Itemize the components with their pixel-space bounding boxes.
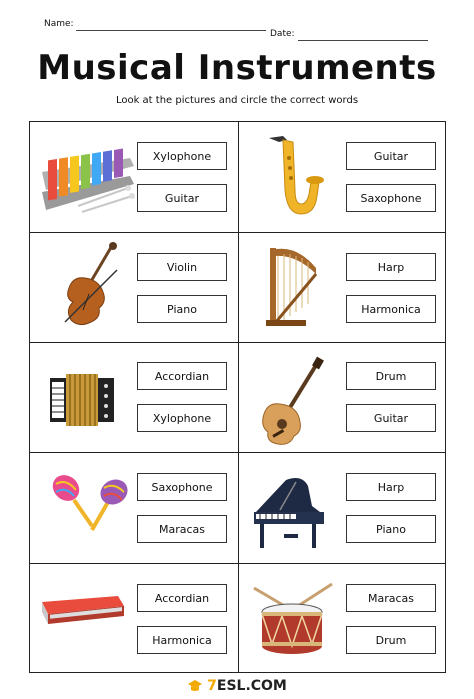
option-saxophone[interactable]: Saxophone (137, 473, 227, 501)
option-piano[interactable]: Piano (346, 515, 436, 543)
row-divider (30, 342, 445, 343)
option-harp[interactable]: Harp (346, 473, 436, 501)
footer (0, 678, 474, 697)
name-line[interactable] (76, 30, 266, 31)
option-guitar[interactable]: Guitar (346, 404, 436, 432)
option-saxophone[interactable]: Saxophone (346, 184, 436, 212)
instrument-grid (29, 121, 446, 673)
row-divider (30, 232, 445, 233)
maracas-icon (48, 470, 132, 542)
graduation-cap-icon (187, 679, 203, 693)
option-violin[interactable]: Violin (137, 253, 227, 281)
option-xylophone[interactable]: Xylophone (137, 404, 227, 432)
xylophone-icon (38, 144, 138, 214)
option-maracas[interactable]: Maracas (346, 584, 436, 612)
date-line[interactable] (298, 40, 428, 41)
accordion-icon (48, 370, 118, 430)
option-piano[interactable]: Piano (137, 295, 227, 323)
option-drum[interactable]: Drum (346, 626, 436, 654)
column-divider (238, 122, 239, 672)
option-maracas[interactable]: Maracas (137, 515, 227, 543)
option-accordian[interactable]: Accordian (137, 584, 227, 612)
option-accordian[interactable]: Accordian (137, 362, 227, 390)
row-divider (30, 563, 445, 564)
page-title: Musical Instruments (37, 48, 437, 88)
guitar-icon (258, 356, 328, 448)
brand-logo[interactable] (187, 678, 287, 694)
piano-icon (250, 472, 330, 552)
option-drum[interactable]: Drum (346, 362, 436, 390)
option-harmonica[interactable]: Harmonica (346, 295, 436, 323)
option-xylophone[interactable]: Xylophone (137, 142, 227, 170)
name-label: Name: (44, 19, 74, 29)
brand-name: ESL.COM (216, 678, 287, 694)
instructions: Look at the pictures and circle the correct words (115, 95, 359, 106)
drum-icon (248, 578, 338, 662)
brand-prefix: 7 (207, 678, 217, 694)
violin-icon (55, 240, 125, 330)
option-guitar[interactable]: Guitar (346, 142, 436, 170)
date-label: Date: (270, 29, 295, 39)
saxophone-icon (255, 130, 325, 225)
row-divider (30, 452, 445, 453)
harmonica-icon (38, 592, 128, 632)
option-harmonica[interactable]: Harmonica (137, 626, 227, 654)
harp-icon (262, 242, 322, 330)
option-harp[interactable]: Harp (346, 253, 436, 281)
option-guitar[interactable]: Guitar (137, 184, 227, 212)
